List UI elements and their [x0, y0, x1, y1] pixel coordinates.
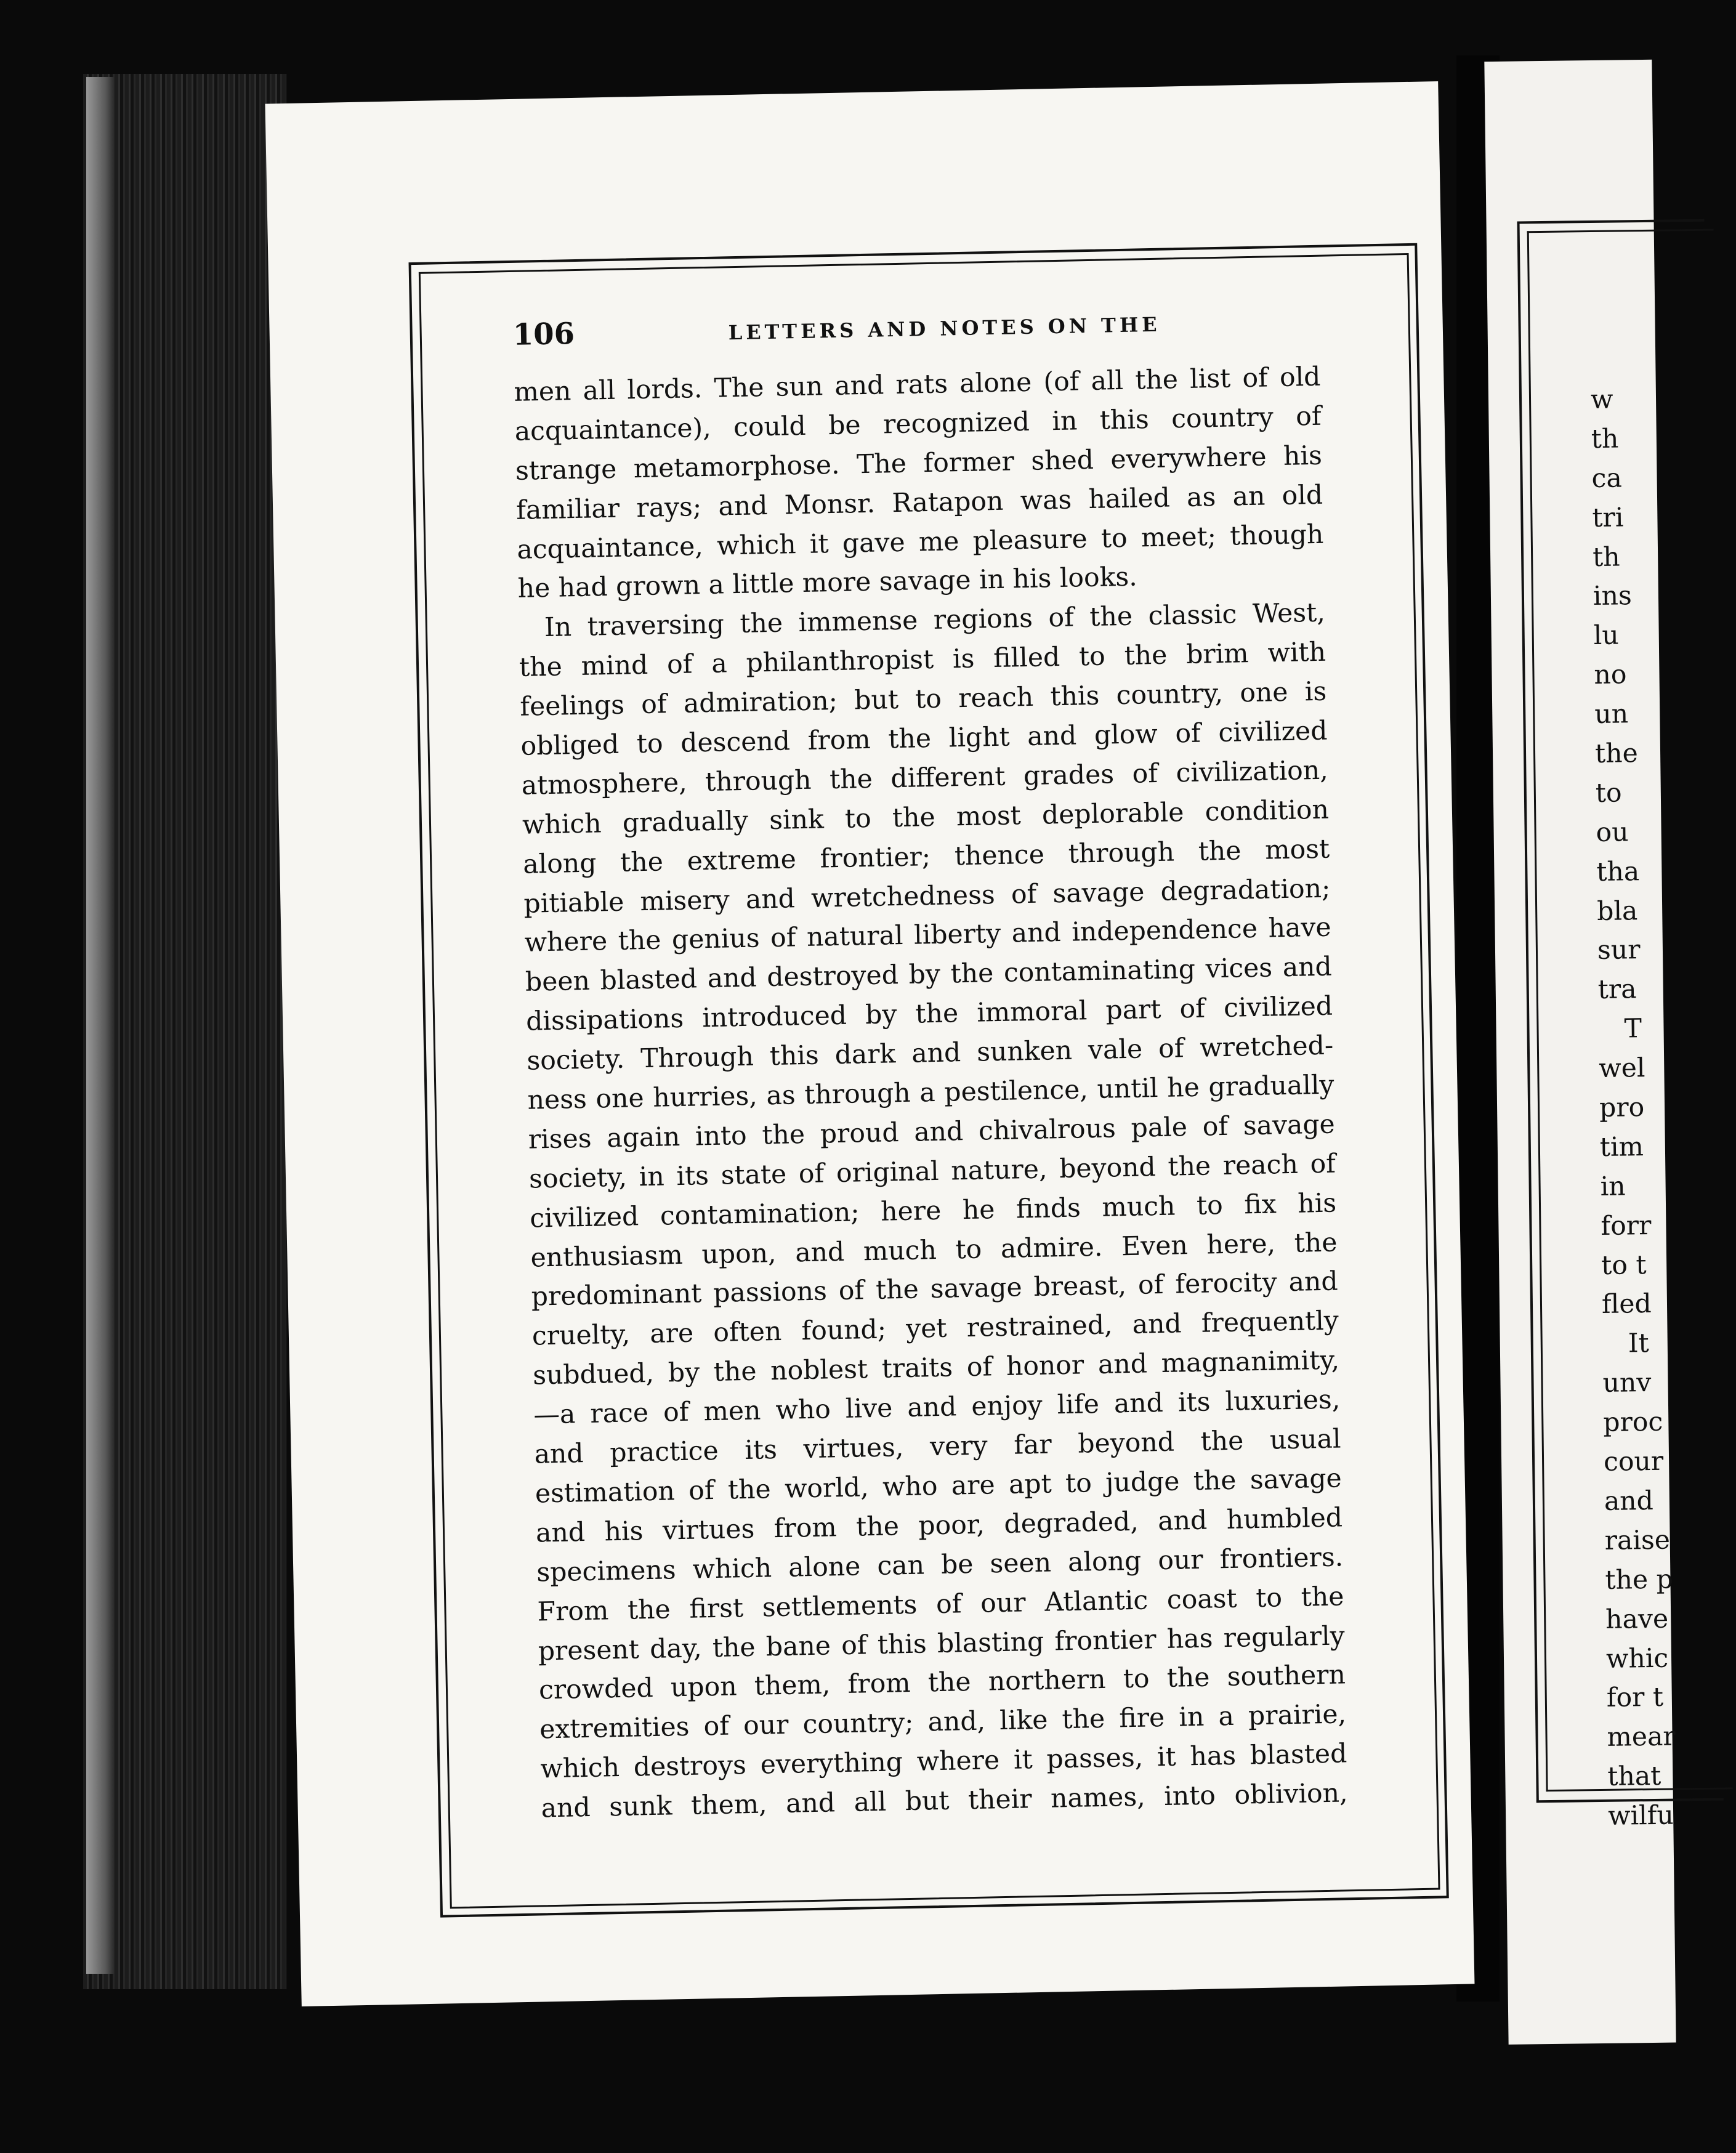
- text-line: where the genius of natural liberty and independence have: [524, 913, 1331, 959]
- right-page-fragment: tra: [1597, 974, 1637, 1006]
- text-line: along the extreme frontier; thence through the most: [522, 834, 1330, 880]
- running-head: LETTERS AND NOTES ON THE: [728, 312, 1161, 345]
- text-line: atmosphere, through the different grades of civilization,: [521, 755, 1329, 801]
- right-page-fragment: have: [1605, 1604, 1669, 1635]
- text-line: specimens which alone can be seen along our frontiers.: [536, 1542, 1344, 1588]
- text-line: obliged to descend from the light and glow of civilized: [520, 716, 1328, 762]
- right-page-fragment: It: [1628, 1328, 1649, 1359]
- text-line: present day, the bane of this blasting frontier has regularly: [538, 1620, 1346, 1667]
- text-line: subdued, by the noblest traits of honor and magnanimity,: [532, 1345, 1340, 1391]
- right-page-fragment: the: [1594, 738, 1638, 770]
- text-line: society, in its state of original nature, beyond the reach of: [528, 1149, 1336, 1195]
- text-line: predominant passions of the savage breast, of ferocity and: [531, 1266, 1339, 1313]
- right-page-fragment: raise: [1604, 1525, 1671, 1556]
- right-page-fragment: th: [1592, 542, 1620, 573]
- right-page-fragment: th: [1591, 424, 1619, 454]
- right-page-fragment: bla: [1596, 895, 1638, 927]
- text-line: rises again into the proud and chivalrous pale of savage: [528, 1109, 1336, 1155]
- text-line: dissipations introduced by the immoral part of civilized: [525, 991, 1333, 1037]
- text-line: acquaintance), could be recognized in this country of: [514, 401, 1322, 447]
- text-line: familiar rays; and Monsr. Ratapon was hailed as an old: [515, 480, 1323, 526]
- text-line: In traversing the immense regions of the classic West,: [544, 598, 1326, 644]
- text-line: men all lords. The sun and rats alone (of all the list of old: [514, 362, 1321, 408]
- right-page-fragment: unv: [1602, 1368, 1652, 1399]
- right-page-fragment: cour: [1603, 1446, 1664, 1477]
- right-page-fragment: that: [1607, 1761, 1661, 1793]
- right-page-fragment: ins: [1593, 581, 1633, 612]
- text-line: —a race of men who live and enjoy life and its luxuries,: [533, 1384, 1341, 1431]
- book-edge-highlight: [86, 77, 114, 1974]
- text-line: extremities of our country; and, like the fire in a prairie,: [539, 1699, 1347, 1745]
- right-page-fragment: the p: [1605, 1564, 1674, 1596]
- text-line: the mind of a philanthropist is filled to the brim with: [519, 637, 1326, 684]
- left-page: [265, 81, 1475, 2006]
- body-text: [514, 358, 1348, 1829]
- text-line: and sunk them, and all but their names, into oblivion,: [541, 1778, 1348, 1824]
- text-line: society. Through this dark and sunken vale of wretched-: [526, 1030, 1334, 1076]
- right-page-fragment: for t: [1606, 1682, 1664, 1714]
- right-page-fragment: sur: [1597, 935, 1641, 966]
- text-line: crowded upon them, from the northern to the southern: [538, 1660, 1346, 1706]
- text-line: and practice its virtues, very far beyond the usual: [534, 1424, 1341, 1470]
- text-line: which gradually sink to the most deplorable condition: [522, 794, 1330, 841]
- right-page-fragment: no: [1594, 660, 1627, 691]
- text-line: he had grown a little more savage in his looks.: [517, 562, 1138, 605]
- text-line: acquaintance, which it gave me pleasure to meet; though: [517, 519, 1324, 565]
- text-line: pitiable misery and wretchedness of savage degradation;: [523, 873, 1331, 919]
- right-page-fragment: to: [1595, 778, 1622, 809]
- right-page-fragment: in: [1600, 1171, 1626, 1202]
- text-line: which destroys everything where it passes, it has blasted: [540, 1739, 1347, 1785]
- text-line: From the first settlements of our Atlantic coast to the: [537, 1581, 1344, 1628]
- page-number: 106: [512, 316, 575, 352]
- right-page-fragment: w: [1590, 384, 1613, 416]
- text-line: estimation of the world, who are apt to judge the savage: [535, 1463, 1342, 1509]
- text-line: feelings of admiration; but to reach this country, one is: [519, 676, 1327, 722]
- text-line: civilized contamination; here he finds much to fix his: [529, 1188, 1337, 1234]
- text-line: and his virtues from the poor, degraded, and humbled: [535, 1503, 1343, 1549]
- right-page-fragment: wilfu: [1607, 1800, 1674, 1832]
- right-page-fragment: and: [1604, 1485, 1654, 1517]
- right-page: [1484, 60, 1676, 2045]
- right-page-fragment: to t: [1601, 1250, 1647, 1281]
- right-page-fragment: proc: [1603, 1407, 1663, 1439]
- text-line: enthusiasm upon, and much to admire. Even here, the: [530, 1227, 1338, 1274]
- right-page-fragment: T: [1624, 1014, 1642, 1044]
- right-page-fragment: un: [1594, 699, 1629, 730]
- right-page-fragment: mear: [1607, 1721, 1676, 1753]
- right-page-fragment: fled: [1601, 1289, 1652, 1320]
- text-line: strange metamorphose. The former shed everywhere his: [515, 440, 1323, 487]
- right-page-fragment: pro: [1599, 1093, 1645, 1123]
- right-page-fragment: forr: [1601, 1210, 1652, 1242]
- right-page-fragment: whic: [1605, 1643, 1669, 1674]
- right-page-fragment: tri: [1592, 503, 1624, 533]
- right-page-fragment: tim: [1599, 1132, 1644, 1163]
- text-line: ness one hurries, as through a pestilence, until he gradually: [527, 1070, 1334, 1116]
- text-line: cruelty, are often found; yet restrained, and frequently: [531, 1306, 1339, 1352]
- right-page-fragment: ca: [1591, 463, 1623, 494]
- text-line: been blasted and destroyed by the contaminating vices and: [525, 951, 1333, 998]
- right-page-fragment: lu: [1593, 620, 1620, 652]
- right-page-fragment: tha: [1596, 856, 1640, 887]
- right-page-fragment: wel: [1599, 1053, 1645, 1085]
- right-page-fragment: ou: [1596, 817, 1629, 848]
